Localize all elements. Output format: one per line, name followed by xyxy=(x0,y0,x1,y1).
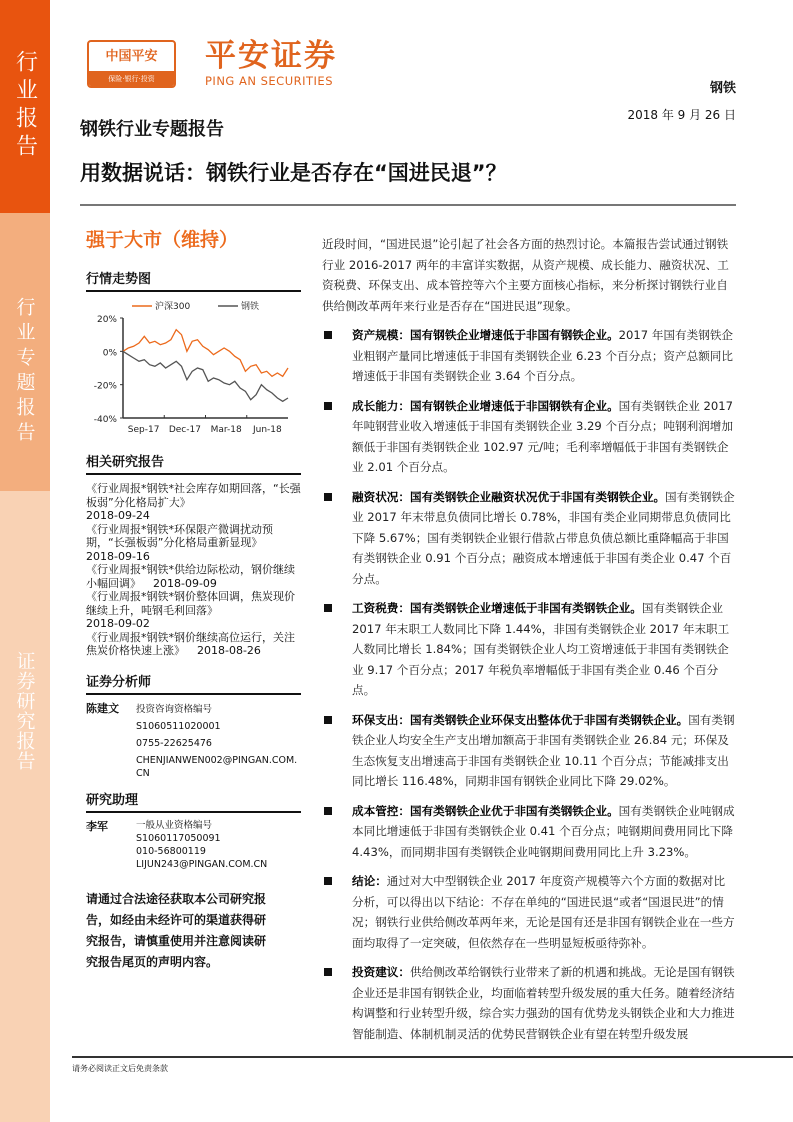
report-date: 2018-09-09 xyxy=(153,576,217,590)
bullet-square-icon xyxy=(324,877,332,885)
cert-label: 投资咨询资格编号 xyxy=(136,703,213,715)
y-tick-label: 20% xyxy=(96,315,117,325)
legend-label: 钢铁 xyxy=(241,302,260,312)
assistant-name: 李军 xyxy=(86,819,108,833)
report-date: 2018-09-02 xyxy=(86,617,150,630)
summary-bullet xyxy=(322,487,736,590)
phone: 010-56800119 xyxy=(136,845,206,857)
y-tick-label: -20% xyxy=(93,381,117,392)
cert-number: S1060117050091 xyxy=(136,832,221,844)
bullet-lead: 环保支出：国有类钢铁企业环保支出整体优于非国有类钢铁企业。 xyxy=(352,712,689,727)
bullet-square-icon xyxy=(324,493,332,501)
divider xyxy=(86,811,301,813)
bullet-text: 供给侧改革给钢铁行业带来了新的机遇和挑战。无论是国有钢铁企业还是非国有钢铁企业，均面临着转型升级发展的重大任务。随着经济结构调整和行业转型升级，综合实力强劲的国有优势龙头钢铁企业和大力推进智能制造、体制机制灵活的优势民营钢铁企业有望在转型升级发展 xyxy=(352,965,735,1041)
y-tick-label: -40% xyxy=(93,415,117,425)
divider xyxy=(86,693,301,695)
bullet-lead: 成长能力：国有钢铁企业增速低于非国钢铁有企业。 xyxy=(352,398,619,413)
logo-cn: 平安证券 xyxy=(205,38,337,74)
sidebar-securities-report xyxy=(0,491,50,1122)
assistant-details xyxy=(136,819,301,871)
report-title: 《行业周报*钢铁*环保限产微调扰动预期，“长强板弱”分化格局重新显现》 xyxy=(86,522,273,549)
analyst-heading: 证券分析师 xyxy=(86,674,152,690)
report-date: 2018-08-26 xyxy=(197,644,261,657)
related-heading: 相关研究报告 xyxy=(86,455,165,470)
footer-divider xyxy=(72,1056,793,1058)
footer-note: 请务必阅读正文后免责条款 xyxy=(72,1064,168,1073)
bullet-text: 国有类钢铁企业 2017 年末职工人数同比下降 1.44%，非国有类钢铁企业 2017 年末职工人数同比增长 1.84%；国有类钢铁企业人均工资增速低于非国有类钢铁企业 9.17 个百分点；2017 年税负率增幅低于非国有类企业 0.46 个百分点。 xyxy=(352,601,730,697)
price-trend-chart xyxy=(80,298,300,440)
related-report[interactable] xyxy=(86,523,301,564)
logo-text: 中国平安 xyxy=(105,49,158,64)
analyst-name: 陈建文 xyxy=(86,701,119,715)
bullet-square-icon xyxy=(324,604,332,612)
cert-label: 一般从业资格编号 xyxy=(136,819,213,831)
sidebar-industry-report xyxy=(0,0,50,213)
summary-bullet xyxy=(322,871,736,953)
bullet-square-icon xyxy=(324,807,332,815)
chart-heading: 行情走势图 xyxy=(86,272,152,287)
related-report[interactable] xyxy=(86,563,301,590)
assistant-block xyxy=(86,819,301,871)
left-column xyxy=(86,228,301,973)
report-type: 钢铁行业专题报告 xyxy=(80,119,224,140)
pingan-group-logo xyxy=(87,40,176,88)
phone: 0755-22625476 xyxy=(136,737,212,749)
report-date: 2018 年 9 月 26 日 xyxy=(627,108,736,122)
divider xyxy=(86,473,301,475)
report-title: 《行业周报*钢铁*社会库存如期回落，“长强板弱”分化格局扩大》 xyxy=(86,482,301,509)
summary-bullet xyxy=(322,598,736,701)
series-line-steel xyxy=(123,351,288,401)
bullet-lead: 投资建议： xyxy=(352,965,410,979)
report-title: 《行业周报*钢铁*钢价继续高位运行，关注焦炭价格快速上涨》 xyxy=(86,630,295,657)
bullet-lead: 结论： xyxy=(352,874,387,888)
bullet-lead: 资产规模：国有钢铁企业增速低于非国有钢铁企业。 xyxy=(352,328,619,342)
bullet-square-icon xyxy=(324,716,332,724)
x-tick-label: Mar-18 xyxy=(210,425,242,435)
x-tick-label: Jun-18 xyxy=(252,425,282,435)
report-title: 《行业周报*钢铁*供给边际松动，钢价继续小幅回调》 xyxy=(86,563,295,590)
bullet-text: 国有类钢铁企业吨钢成本同比增速低于非国有类钢铁企业 0.41 个百分点；吨钢期间费用同比下降 4.43%，而同期非国有类钢铁企业吨钢期间费用同比上升 3.23%。 xyxy=(352,803,735,859)
title-divider xyxy=(80,204,736,206)
logo-tagline: 保险·银行·投资 xyxy=(89,71,174,88)
page-title: 用数据说话：钢铁行业是否存在“国进民退”？ xyxy=(80,161,507,185)
bullet-text: 2017 年国有类钢铁企业粗钢产量同比增速低于非国有类钢铁企业 6.23 个百分点；资产总额同比增速低于非国有类钢铁企业 3.64 个百分点。 xyxy=(352,328,734,383)
sidebar-label: 行业报告 xyxy=(12,50,38,162)
logo-en: PING AN SECURITIES xyxy=(205,74,333,88)
related-report[interactable] xyxy=(86,590,301,631)
related-list xyxy=(86,482,301,658)
sidebar-label: 行业专题报告 xyxy=(13,297,36,447)
pingan-securities-logo xyxy=(205,38,365,88)
bullet-text: 国有类钢铁企业 2017 年末带息负债同比增长 0.78%，非国有类企业同期带息负债同比下降 5.67%；国有类钢铁企业银行借款占带息负债总额比重降幅高于非国有类钢铁企业 0.91 个百分点；融资成本增速低于非国有类企业 0.47 个百分点。 xyxy=(352,489,735,586)
analyst-block xyxy=(86,701,301,780)
rating: 强于大市（维持） xyxy=(86,229,239,251)
sidebar-label: 证券研究报告 xyxy=(13,651,36,771)
bullet-lead: 成本管控：国有类钢铁企业优于非国有类钢铁企业。 xyxy=(352,803,619,818)
industry-label: 钢铁 xyxy=(709,81,736,96)
right-column xyxy=(322,234,736,1044)
report-date: 2018-09-24 xyxy=(86,509,150,522)
email-link[interactable]: CHENJIANWEN002@PINGAN.COM.CN xyxy=(136,754,298,779)
report-title: 《行业周报*钢铁*钢价整体回调，焦炭现价继续上升，吨钢毛利回落》 xyxy=(86,590,295,617)
x-tick-label: Sep-17 xyxy=(127,425,160,435)
summary-bullet xyxy=(322,710,736,792)
bullet-lead: 融资状况：国有类钢铁企业融资状况优于非国有类钢铁企业。 xyxy=(352,489,666,504)
report-date: 2018-09-16 xyxy=(86,549,150,563)
x-tick-label: Dec-17 xyxy=(168,425,201,435)
summary-bullet xyxy=(322,325,736,387)
sidebar-topic-report xyxy=(0,213,50,491)
y-tick-label: 0% xyxy=(102,348,117,359)
summary-bullet xyxy=(322,962,736,1044)
bullet-lead: 工资税费：国有类钢铁企业增速低于非国有类钢铁企业。 xyxy=(352,601,642,615)
summary-bullet xyxy=(322,801,736,863)
analyst-details xyxy=(136,701,301,780)
summary-bullet xyxy=(322,396,736,478)
email-link[interactable]: LIJUN243@PINGAN.COM.CN xyxy=(136,858,268,870)
series-line-hs300 xyxy=(123,330,288,377)
assistant-heading: 研究助理 xyxy=(86,792,139,808)
related-report[interactable] xyxy=(86,631,301,658)
intro-paragraph: 近段时间，“国进民退”论引起了社会各方面的热烈讨论。本篇报告尝试通过钢铁行业 2016-2017 两年的丰富详实数据，从资产规模、成长能力、融资状况、工资税费、环保支出、成本管控等六个主要方面核心指标，来分析探讨钢铁行业自供给侧改革两年来行业是否存在“国进民退”现象。 xyxy=(322,237,729,313)
legend-label: 沪深300 xyxy=(155,302,191,312)
bullet-square-icon xyxy=(324,402,332,410)
related-report[interactable] xyxy=(86,482,301,523)
divider xyxy=(86,290,301,292)
disclaimer: 请通过合法途径获取本公司研究报告，如经由未经许可的渠道获得研究报告，请慎重使用并注意阅读研究报告尾页的声明内容。 xyxy=(86,891,267,969)
cert-number: S1060511020001 xyxy=(136,720,221,732)
bullet-text: 通过对大中型钢铁企业 2017 年度资产规模等六个方面的数据对比分析，可以得出以下结论：不存在单纯的“国进民退“或者“国退民进”的情况；钢铁行业供给侧改革两年来，无论是国有还是非国有钢铁企业在一些方面均取得了一定突破，但依然存在一些明显短板亟待弥补。 xyxy=(352,874,735,950)
bullet-text: 国有类钢铁企业 2017 年吨钢营业收入增速低于非国有类钢铁企业 3.29 个百分点；吨钢利润增加额低于非国有类钢铁企业 102.97 元/吨；毛利率增幅低于非国有类钢铁企业 2.01 个百分点。 xyxy=(352,398,734,474)
bullet-square-icon xyxy=(324,331,332,339)
bullet-square-icon xyxy=(324,968,332,976)
bullet-text: 国有类钢铁企业人均安全生产支出增加额高于非国有类钢铁企业 26.84 元；环保及生态恢复支出增速高于非国有类钢铁企业 10.11 个百分点；节能减排支出同比增长 116.48%，同期非国有钢铁企业同比下降 29.02%。 xyxy=(352,712,735,788)
